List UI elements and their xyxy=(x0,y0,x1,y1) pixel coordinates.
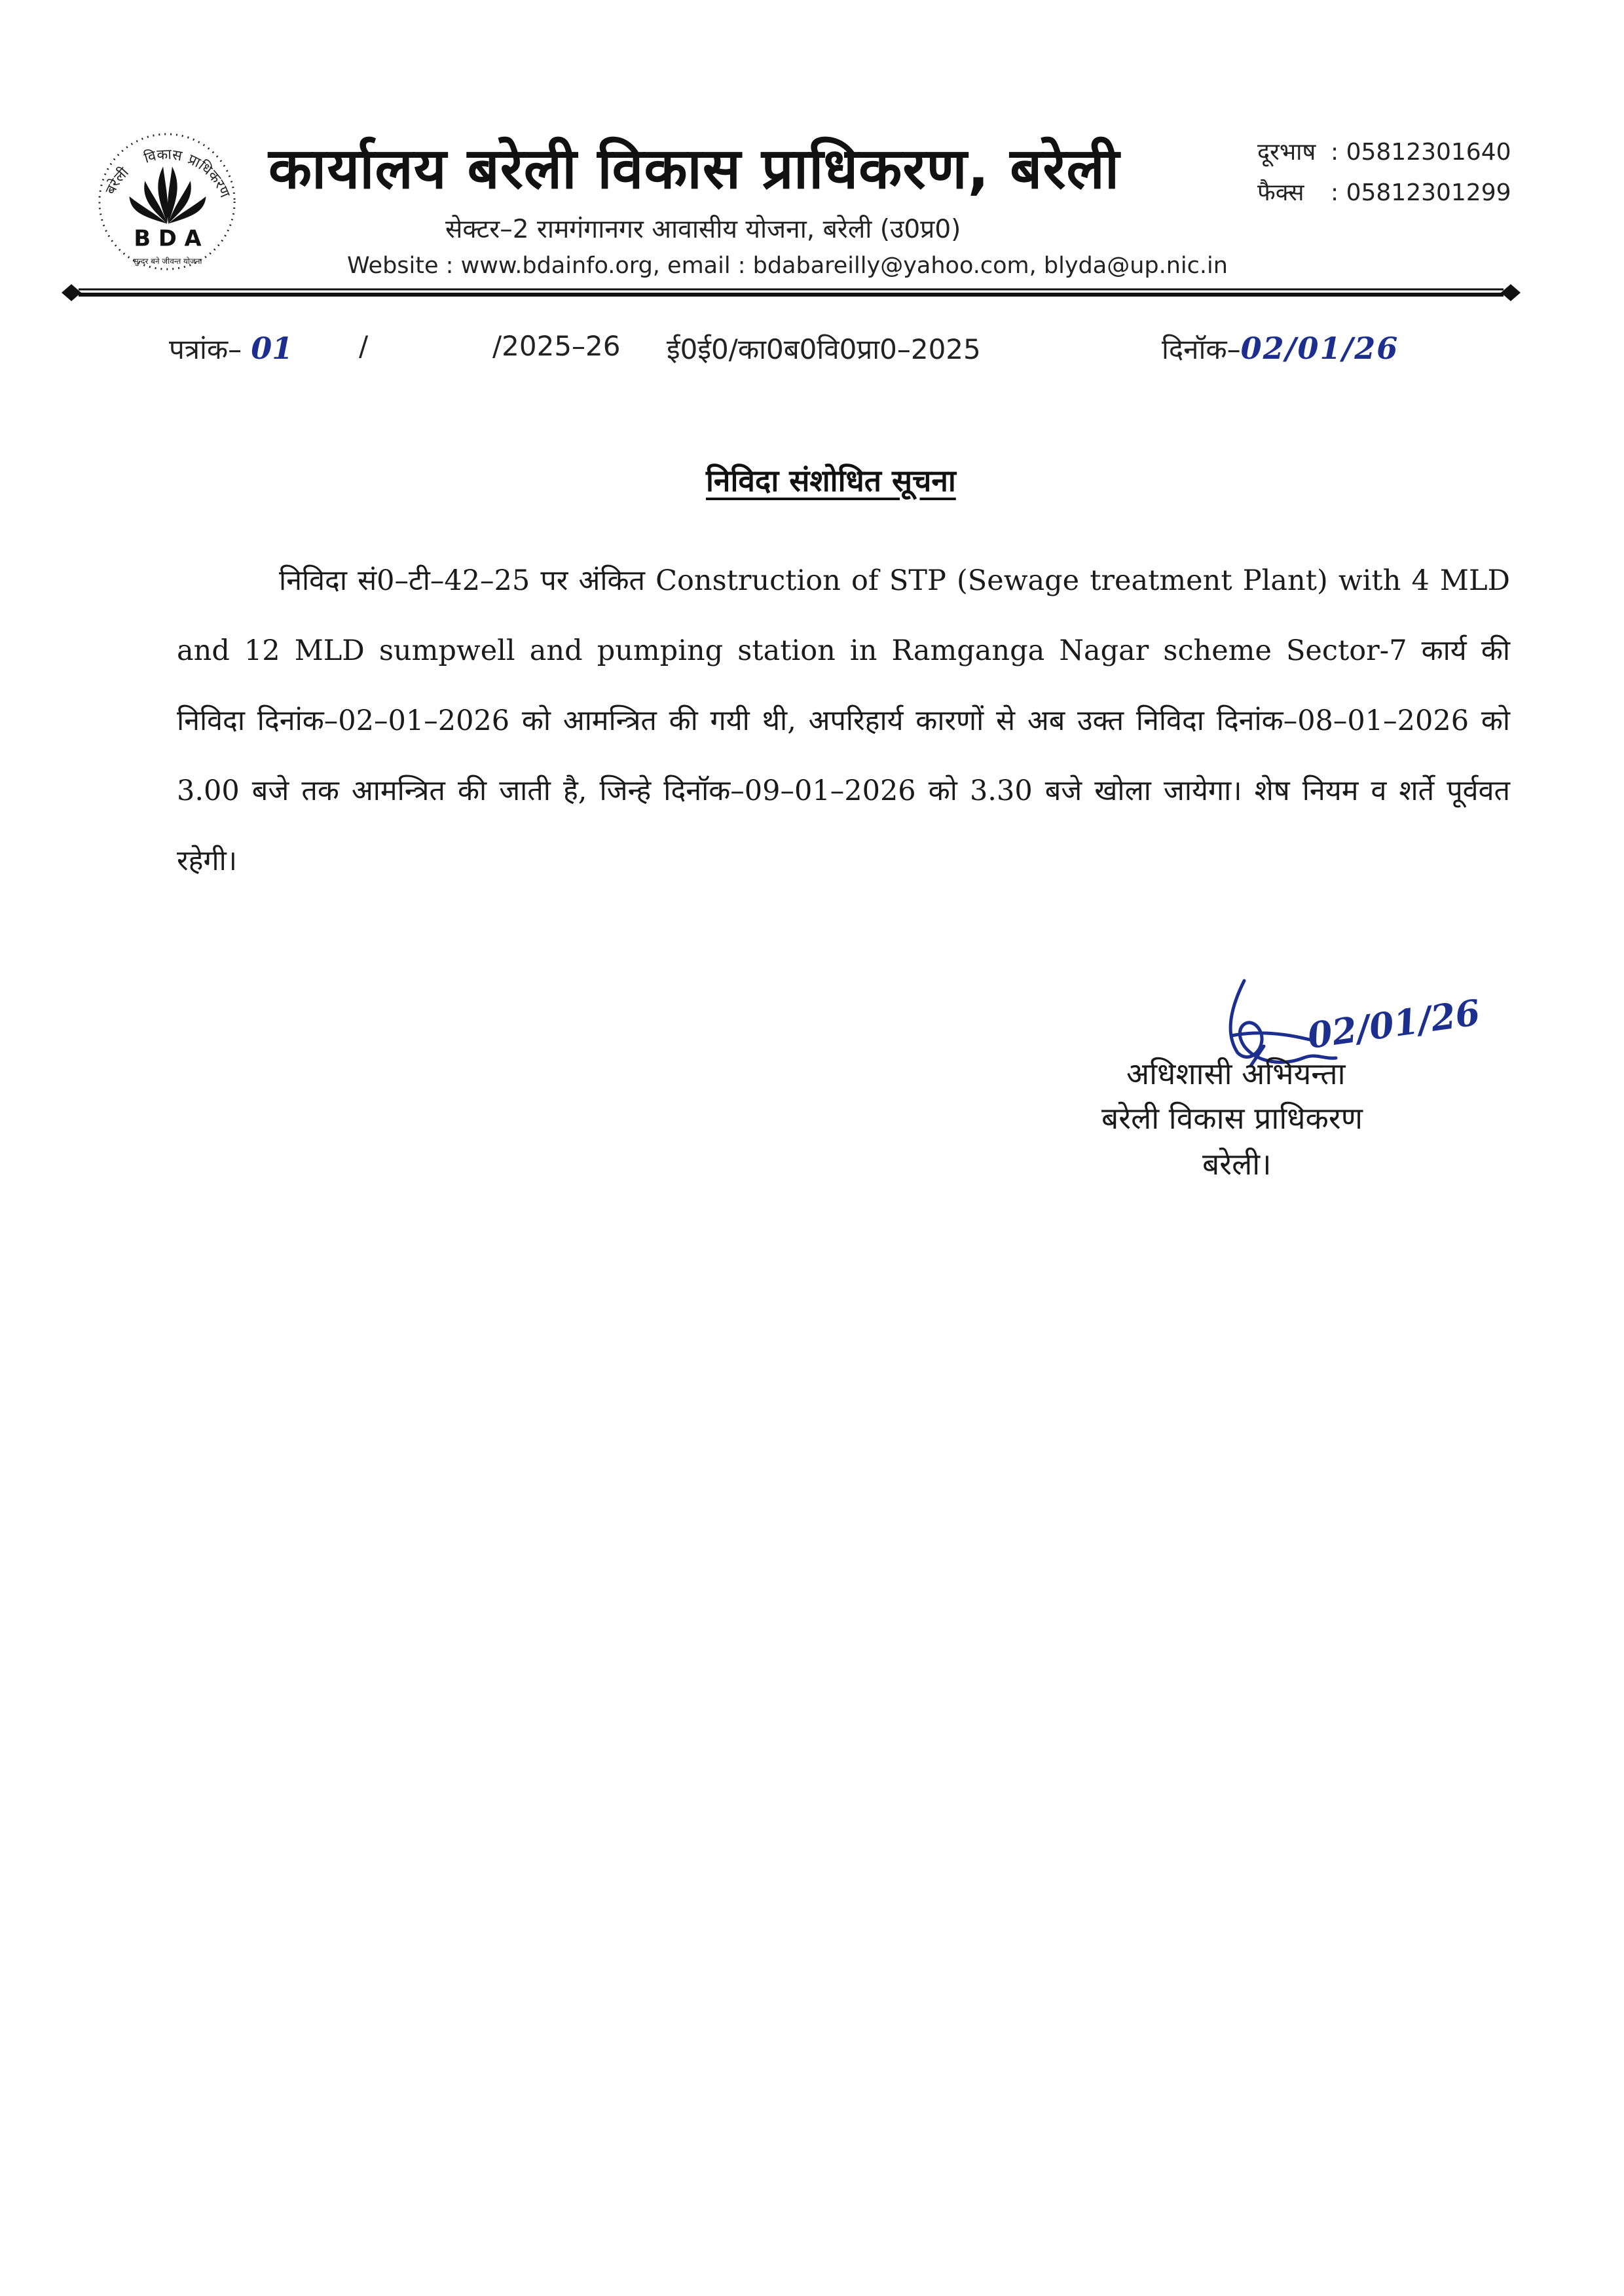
date-label: दिनॉक– xyxy=(1162,333,1241,365)
logo-initials: B D A xyxy=(134,225,202,251)
notice-body: निविदा सं0–टी–42–25 पर अंकित Construction of STP (Sewage treatment Plant) with 4 MLD and 12 MLD sumpwell and pumping station in Ramganga Nagar scheme Sector-7 कार्य की निविदा दिनांक–02–01–2026 को आमन्त्रित की गयी थी, अपरिहार्य कारणों से अब उक्त निविदा दिनांक–08–01–2026 को 3.00 बजे तक आमन्त्रित की जाती है, जिन्हे दिनॉक–09–01–2026 को 3.30 बजे खोला जायेगा। शेष नियम व शर्ते पूर्ववत रहेगी। xyxy=(177,564,1510,877)
logo-arc-top: विकास xyxy=(142,146,183,167)
reference-label-line xyxy=(169,330,293,367)
header-divider xyxy=(60,282,1522,304)
phone-line xyxy=(1257,135,1511,167)
reference-year: /2025–26 xyxy=(492,330,621,362)
reference-department: ई0ई0/का0ब0वि0प्रा0–2025 xyxy=(667,333,981,365)
fax-label: फैक्स xyxy=(1257,179,1304,206)
reference-label: पत्रांक– xyxy=(169,333,242,365)
fax-number: : 05812301299 xyxy=(1331,179,1511,206)
reference-separator: / xyxy=(359,330,369,362)
office-address: सेक्टर–2 रामगंगानगर आवासीय योजना, बरेली (उ0प्र0) xyxy=(445,215,961,244)
phone-number: : 05812301640 xyxy=(1331,139,1511,166)
leaf-emblem-icon xyxy=(130,166,206,223)
fax-line xyxy=(1257,175,1511,208)
svg-text:विकास xyxy=(142,147,184,167)
office-title: कार्यालय बरेली विकास प्राधिकरण, बरेली xyxy=(268,136,1120,202)
reference-number: 01 xyxy=(251,331,293,366)
logo-motto: सुन्दर बने जीवन्त योजना xyxy=(133,257,202,266)
signatory-designation: अधिशासी अभियन्ता xyxy=(1126,1056,1346,1091)
notice-subject: निविदा संशोधित सूचना xyxy=(706,463,956,498)
date-line xyxy=(1162,330,1399,367)
bda-logo xyxy=(90,124,246,276)
office-contact: Website : www.bdainfo.org, email : bdabareilly@yahoo.com, blyda@up.nic.in xyxy=(347,253,1228,279)
svg-text:प्राधिकरण xyxy=(185,151,234,201)
signatory-city: बरेली। xyxy=(1202,1146,1272,1182)
date-value: 02/01/26 xyxy=(1240,331,1399,366)
signatory-organization: बरेली विकास प्राधिकरण xyxy=(1101,1101,1363,1136)
phone-label: दूरभाष xyxy=(1257,139,1316,166)
logo-arc-right: प्राधिकरण xyxy=(185,151,233,200)
signature-date: 02/01/26 xyxy=(1304,991,1483,1057)
logo-arc-left: बरेली xyxy=(102,164,132,197)
